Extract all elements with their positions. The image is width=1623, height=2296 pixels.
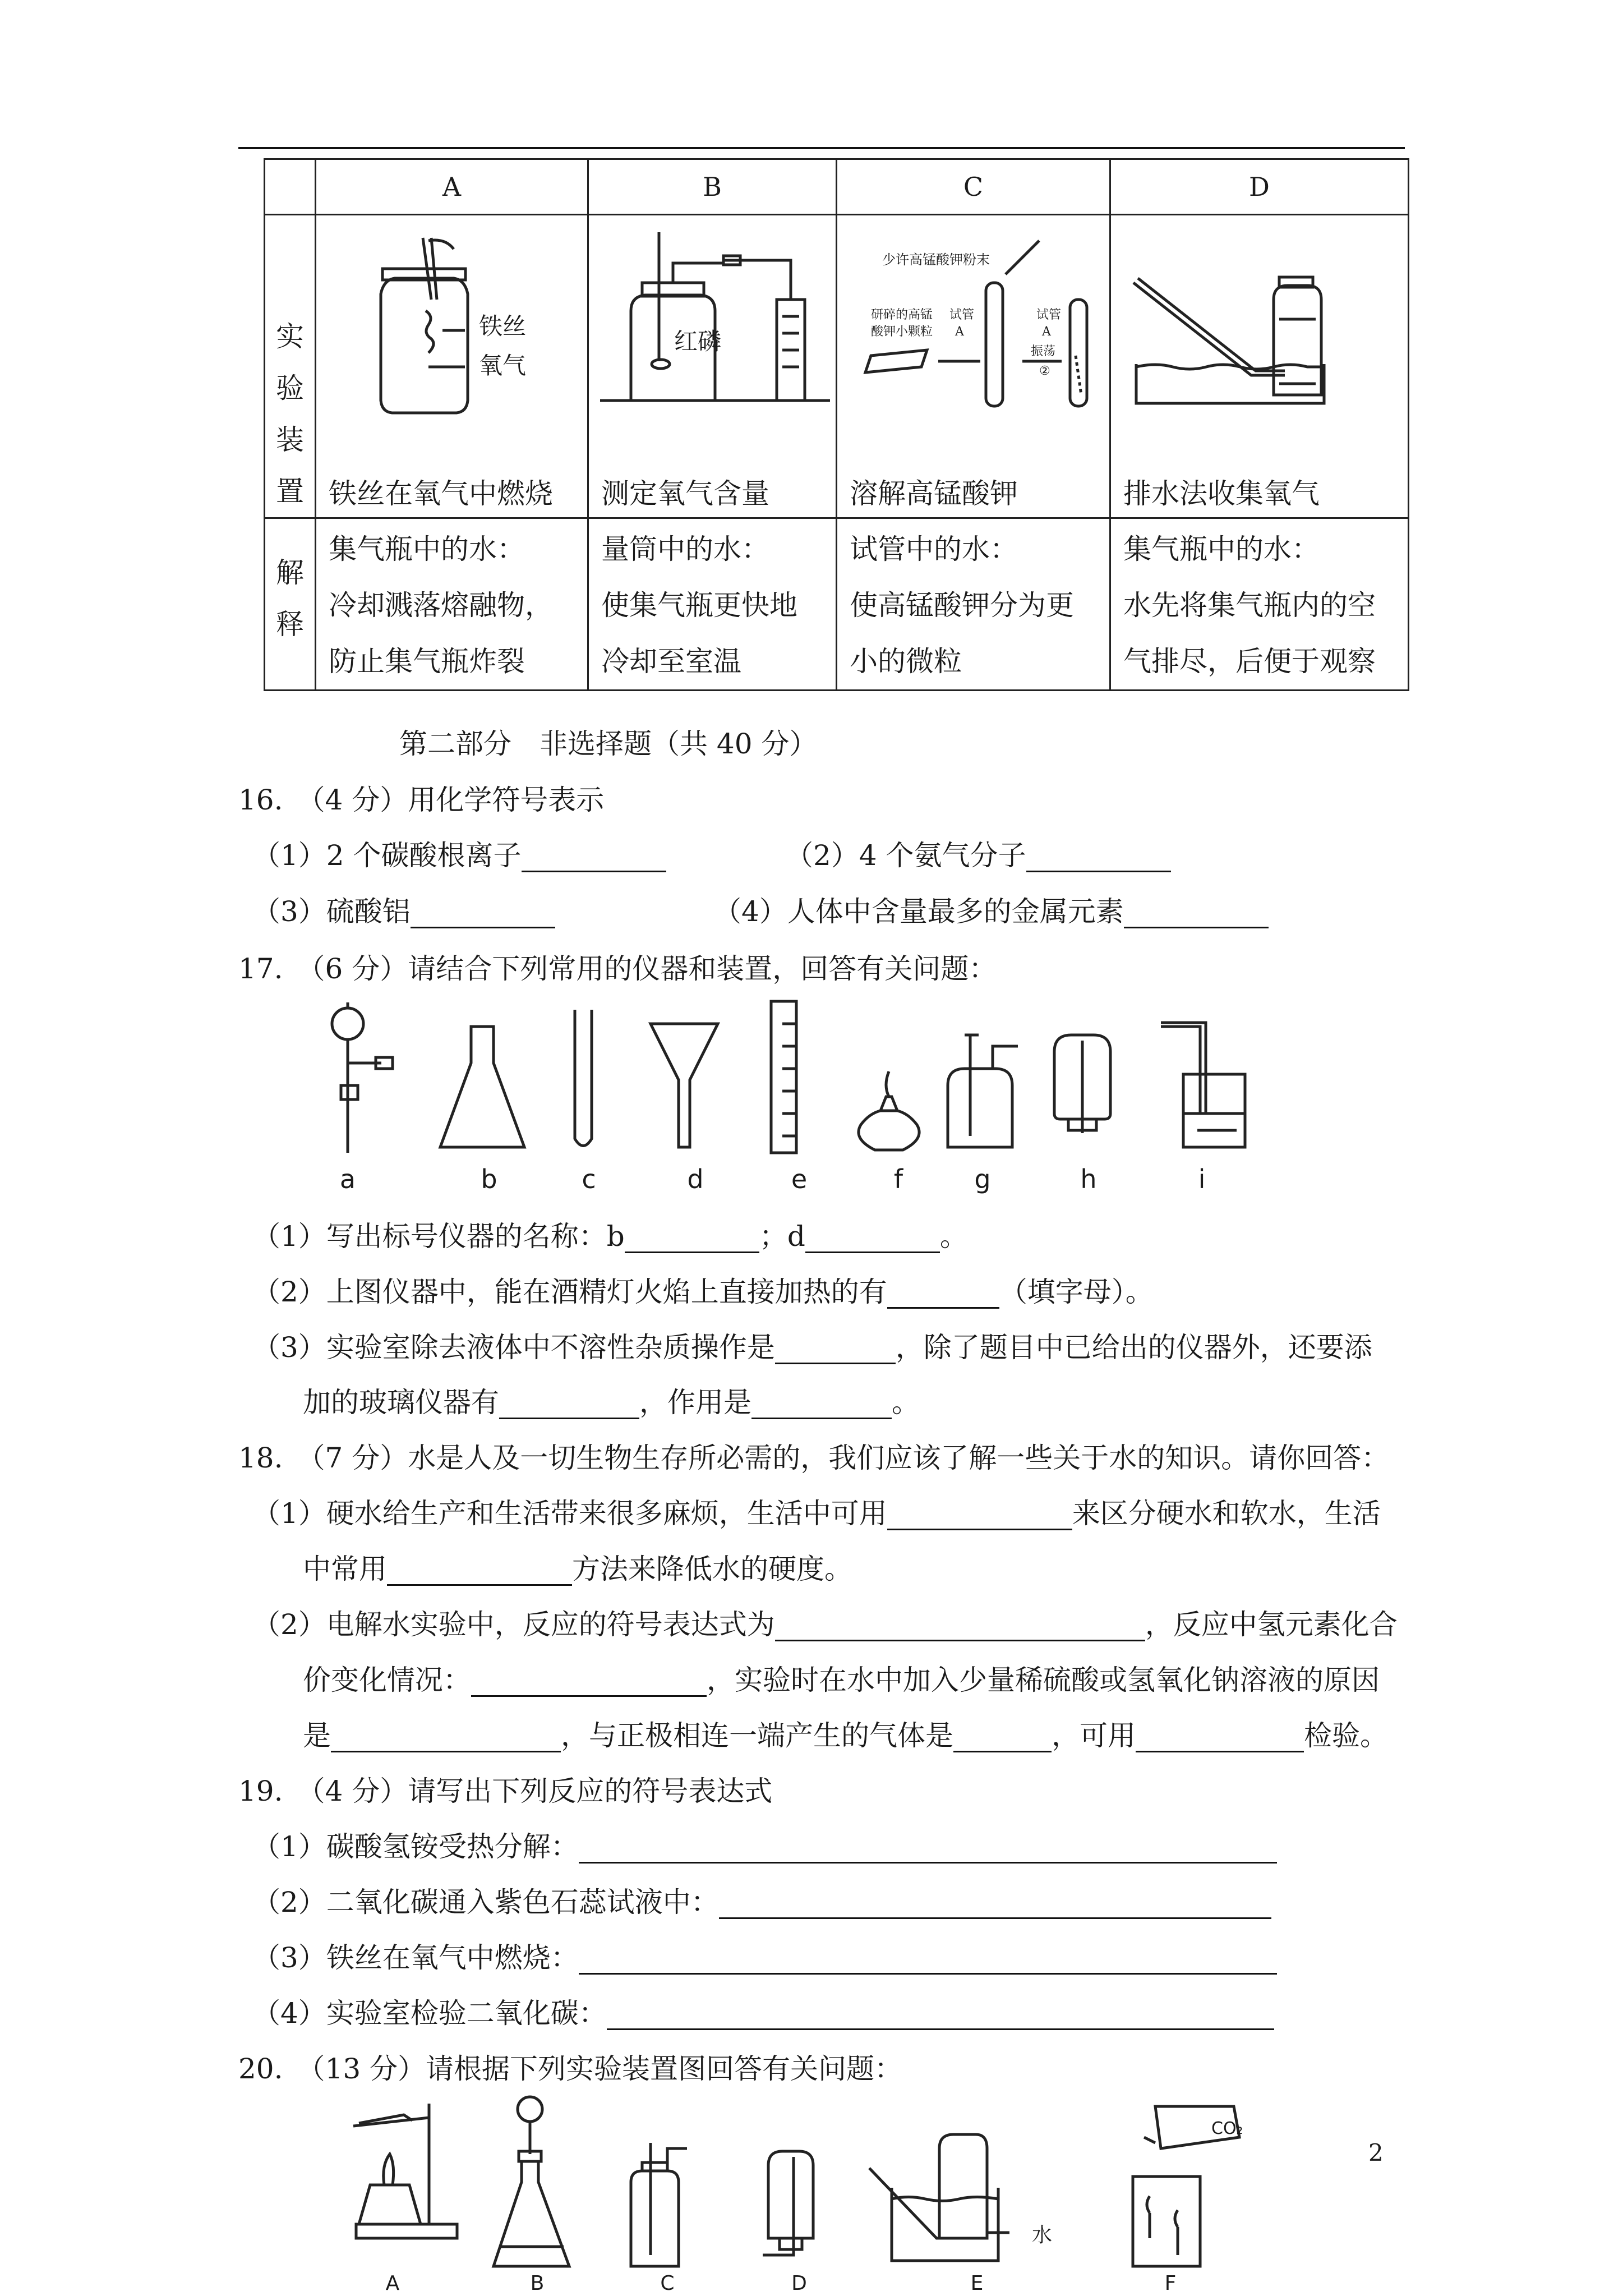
q16-p2 [785,839,1171,872]
q17-p2-end: （填字母）。 [999,1276,1154,1308]
answer-blank[interactable] [387,1555,572,1586]
q16-p1 [252,839,666,872]
caption-a: 铁丝在氧气中燃烧 [329,477,553,510]
caption-c: 溶解高锰酸钾 [850,477,1018,510]
q17-p3-text: （3）实验室除去液体中不溶性杂质操作是 [252,1331,775,1364]
q19-p2-text: （2）二氧化碳通入紫色石蕊试液中： [252,1886,719,1918]
answer-blank[interactable] [887,1278,999,1309]
q18-p1-text: （1）硬水给生产和生活带来很多麻烦，生活中可用 [252,1497,887,1530]
instrument-label-e: e [791,1164,808,1194]
answer-blank[interactable] [522,841,666,872]
answer-blank[interactable] [775,1611,1145,1641]
apparatus-cell-b [588,215,837,518]
answer-blank[interactable] [1136,1722,1304,1752]
q17-p1-sep: ；d [759,1220,805,1253]
q17-p3-cont: ，除了题目中已给出的仪器外，还要添 [895,1331,1372,1364]
table-corner [265,159,316,215]
row-label-apparatus: 实 验 装 置 [265,215,316,518]
q19-p3 [252,1941,1277,1975]
q17-p3 [252,1331,1372,1364]
answer-blank[interactable] [775,1333,896,1364]
q18-p2-line3 [303,1719,1388,1752]
label-water: 水 [1032,2224,1053,2247]
label-oxygen: 氧气 [479,352,527,379]
apparatus-label-e: E [970,2272,984,2295]
q16-p4-text: （4）人体中含量最多的金属元素 [713,895,1124,928]
answer-blank[interactable] [1026,841,1171,872]
label-co2: CO₂ [1211,2119,1243,2138]
col-header-b: B [588,159,837,215]
q19-p3-text: （3）铁丝在氧气中燃烧： [252,1941,579,1974]
answer-blank[interactable] [953,1722,1052,1752]
label-c-tube2: A [955,325,964,339]
apparatus-cell-d [1110,215,1409,518]
page-number: 2 [1368,2139,1384,2166]
answer-blank[interactable] [1124,898,1269,928]
q18-p2-text: （2）电解水实验中，反应的符号表达式为 [252,1608,775,1641]
col-header-d: D [1110,159,1409,215]
q17-p1 [252,1220,968,1253]
answer-blank[interactable] [331,1722,561,1752]
label-red-phosphorus: 红磷 [674,328,722,355]
row-label-explanation: 解 释 [265,518,316,691]
col-header-c: C [837,159,1110,215]
answer-blank[interactable] [499,1388,639,1419]
apparatus-figure-q20 [336,2087,1290,2294]
answer-blank[interactable] [579,1833,1277,1864]
q18-p2-text3: ，实验时在水中加入少量稀硫酸或氢氧化钠溶液的原因 [707,1664,1380,1696]
apparatus-label-b: B [530,2272,545,2295]
q16-p3 [252,895,555,928]
instrument-label-h: h [1080,1164,1097,1194]
instrument-label-g: g [974,1164,991,1194]
instrument-label-c: c [582,1164,596,1194]
q18-p1-cont: 来区分硬水和软水，生活 [1072,1497,1381,1530]
explanation-b: 量筒中的水： 使集气瓶更快地 冷却至室温 [588,518,837,691]
q17-p1-text: （1）写出标号仪器的名称：b [252,1220,625,1253]
label-iron-wire: 铁丝 [479,312,527,340]
instrument-label-i: i [1198,1164,1206,1194]
q18-p2-text5: ，与正极相连一端产生的气体是 [561,1719,953,1752]
answer-blank[interactable] [579,1944,1277,1975]
q18-title: 18. （7 分）水是人及一切生物生存所必需的，我们应该了解一些关于水的知识。请你回答： [238,1442,1390,1474]
instruments-figure [314,1001,1324,1186]
label-c-tube4: A [1042,325,1051,339]
answer-blank[interactable] [607,1999,1274,2030]
q18-p2-cont: ，反应中氢元素化合 [1145,1608,1398,1641]
apparatus-label-c: C [660,2272,675,2295]
q18-p2-text2: 价变化情况： [303,1664,471,1696]
q17-p3-text3: ，作用是 [639,1386,751,1419]
q18-p2-text6: ，可用 [1052,1719,1136,1752]
header-rule [238,147,1405,149]
apparatus-label-d: D [791,2272,807,2295]
q20-title: 20. （13 分）请根据下列实验装置图回答有关问题： [238,2053,903,2085]
iron-wire-burning-figure [316,215,585,440]
q19-p1-text: （1）碳酸氢铵受热分解： [252,1830,579,1863]
q16-title: 16. （4 分）用化学符号表示 [238,784,605,816]
instrument-label-a: a [339,1164,356,1194]
apparatus-cell-c [837,215,1110,518]
part-title: 第二部分 非选择题（共 40 分） [399,728,818,760]
q17-p3-line2 [303,1386,920,1419]
instrument-label-d: d [687,1164,704,1194]
caption-b: 测定氧气含量 [601,477,769,510]
label-c-left1: 研碎的高锰 [871,308,933,322]
q18-p1-text2: 中常用 [303,1553,387,1585]
q19-p2 [252,1885,1271,1919]
q19-p4-text: （4）实验室检验二氧化碳： [252,1997,607,2030]
instrument-label-f: f [893,1164,903,1194]
label-c-top: 少许高锰酸钾粉末 [882,252,990,268]
q17-p1-end: 。 [939,1220,968,1253]
q18-p1 [252,1497,1381,1530]
instrument-label-b: b [481,1164,497,1194]
q17-p3-end: 。 [892,1386,920,1419]
q18-p1-end: 方法来降低水的硬度。 [572,1553,852,1585]
q18-p2 [252,1608,1398,1641]
q18-p2-text4: 是 [303,1719,331,1752]
explanation-a: 集气瓶中的水： 冷却溅落熔融物， 防止集气瓶炸裂 [316,518,588,691]
q19-p1 [252,1830,1277,1864]
label-c-num: ② [1039,364,1050,378]
answer-blank[interactable] [751,1388,892,1419]
label-c-left2: 酸钾小颗粒 [871,325,933,339]
apparatus-label-a: A [385,2272,400,2295]
answer-blank[interactable] [625,1222,759,1253]
col-header-a: A [316,159,588,215]
q19-p4 [252,1996,1274,2030]
q19-title: 19. （4 分）请写出下列反应的符号表达式 [238,1775,773,1807]
answer-blank[interactable] [887,1499,1072,1530]
q18-p1-line2 [303,1552,852,1586]
answer-blank[interactable] [719,1888,1271,1919]
water-displacement-figure [1111,215,1408,440]
q16-p4 [713,895,1269,928]
apparatus-label-f: F [1164,2272,1177,2295]
q16-p2-text: （2）4 个氨气分子 [785,839,1026,872]
q17-p2 [252,1275,1154,1309]
explanation-c: 试管中的水： 使高锰酸钾分为更 小的微粒 [837,518,1110,691]
q17-title: 17. （6 分）请结合下列常用的仪器和装置，回答有关问题： [238,953,997,985]
q18-p2-end: 检验。 [1304,1719,1388,1752]
experiment-table [264,158,1409,691]
apparatus-cell-a [316,215,588,518]
q17-p2-text: （2）上图仪器中，能在酒精灯火焰上直接加热的有 [252,1276,887,1308]
label-c-tube1: 试管 [949,308,975,322]
answer-blank[interactable] [411,898,555,928]
answer-blank[interactable] [471,1666,707,1697]
q16-p3-text: （3）硫酸铝 [252,895,411,928]
caption-d: 排水法收集氧气 [1123,477,1320,510]
label-c-arrow: 振荡 [1031,344,1056,358]
q16-p1-text: （1）2 个碳酸根离子 [252,839,522,872]
answer-blank[interactable] [805,1222,940,1253]
q18-p2-line2 [303,1663,1380,1697]
q17-p3-text2: 加的玻璃仪器有 [303,1386,499,1419]
explanation-d: 集气瓶中的水： 水先将集气瓶内的空 气排尽，后便于观察 [1110,518,1409,691]
label-c-tube3: 试管 [1036,308,1062,322]
